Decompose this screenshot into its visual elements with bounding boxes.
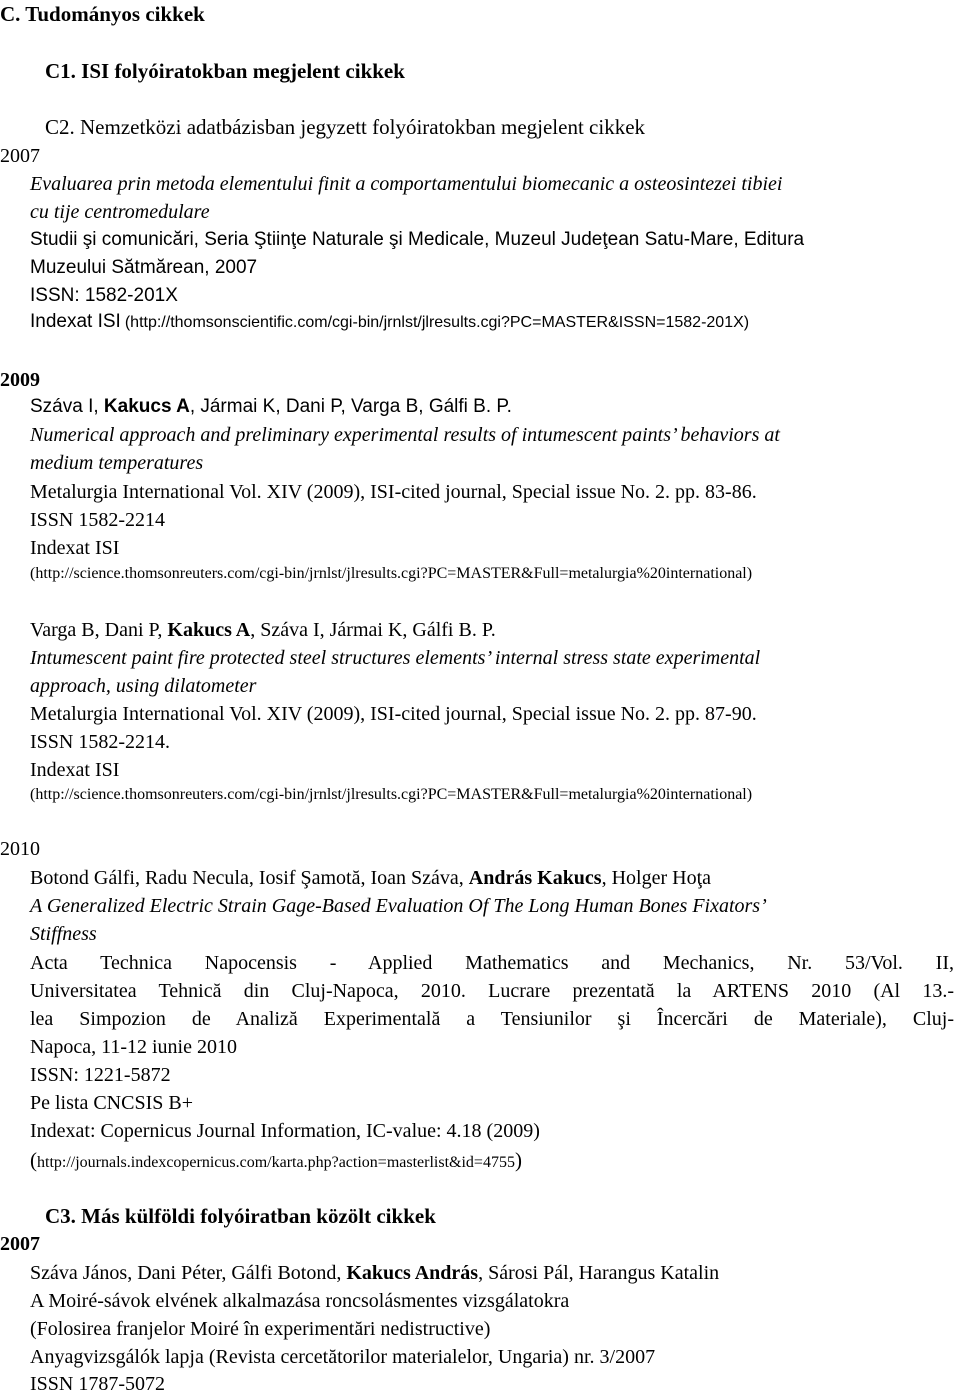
author-highlight: András Kakucs [468, 867, 602, 889]
index-link[interactable]: http://journals.indexcopernicus.com/karta.php?action=masterlist&id=4755 [37, 1154, 515, 1171]
entry-publication: Universitatea Tehnică din Cluj-Napoca, 2010. Lucrare prezentată la ARTENS 2010 (Al 13.- [30, 980, 954, 1002]
entry-journal: Metalurgia International Vol. XIV (2009), ISI-cited journal, Special issue No. 2. pp. 83-86. [30, 481, 757, 503]
entry-issn: ISSN: 1221-5872 [30, 1064, 171, 1086]
subsection-c1-heading: C1. ISI folyóiratokban megjelent cikkek [45, 59, 405, 83]
entry-title: approach, using dilatometer [30, 675, 257, 697]
entry-title: Stiffness [30, 923, 97, 945]
entry-authors: Száva I, Kakucs A, Jármai K, Dani P, Varga B, Gálfi B. P. [30, 396, 512, 417]
author-highlight: Kakucs A [167, 619, 251, 641]
entry-issn: ISSN 1582-2214 [30, 509, 166, 531]
entry-publication: Muzeului Sătmărean, 2007 [30, 257, 258, 278]
entry-issn: ISSN: 1582-201X [30, 285, 178, 306]
index-link[interactable]: (http://science.thomsonreuters.com/cgi-bin/jrnlst/jlresults.cgi?PC=MASTER&Full=metalurgia%20international) [30, 786, 753, 803]
entry-publication: Studii şi comunicări, Seria Ştiinţe Naturale şi Medicale, Muzeul Judeţean Satu-Mare, Editura [30, 229, 805, 250]
entry-subtitle: (Folosirea franjelor Moiré în experimentări nedistructive) [30, 1318, 491, 1340]
index-label: Indexat ISI [30, 537, 120, 559]
subsection-c3-heading: C3. Más külföldi folyóiratban közölt cikkek [45, 1204, 436, 1228]
author-highlight: Kakucs A [103, 396, 190, 417]
index-label: Indexat ISI [30, 759, 120, 781]
entry-title: Intumescent paint fire protected steel structures elements’ internal stress state experimental [30, 647, 761, 669]
entry-journal: Anyagvizsgálók lapja (Revista cercetătorilor materialelor, Ungaria) nr. 3/2007 [30, 1346, 656, 1368]
entry-list: Pe lista CNCSIS B+ [30, 1092, 193, 1114]
entry-issn: ISSN 1582-2214. [30, 731, 171, 753]
subsection-c2-heading: C2. Nemzetközi adatbázisban jegyzett folyóiratokban megjelent cikkek [45, 115, 646, 139]
entry-journal: Metalurgia International Vol. XIV (2009), ISI-cited journal, Special issue No. 2. pp. 87-90. [30, 703, 757, 725]
entry-issn: ISSN 1787-5072 [30, 1373, 166, 1395]
entry-title: cu tije centromedulare [30, 201, 210, 223]
index-label: Indexat ISI [30, 311, 121, 332]
entry-title: medium temperatures [30, 452, 204, 474]
entry-authors: Varga B, Dani P, Kakucs A, Száva I, Jármai K, Gálfi B. P. [30, 619, 496, 641]
author-highlight: Kakucs András [346, 1262, 479, 1284]
entry-publication: Napoca, 11-12 iunie 2010 [30, 1036, 237, 1058]
entry-title: A Moiré-sávok elvének alkalmazása roncsolásmentes vizsgálatokra [30, 1290, 570, 1312]
entry-authors: Száva János, Dani Péter, Gálfi Botond, Kakucs András, Sárosi Pál, Harangus Katalin [30, 1262, 720, 1284]
index-link[interactable]: (http://science.thomsonreuters.com/cgi-bin/jrnlst/jlresults.cgi?PC=MASTER&Full=metalurgia%20international) [30, 565, 753, 582]
entry-index-link-line: (http://journals.indexcopernicus.com/karta.php?action=masterlist&id=4755) [30, 1148, 522, 1172]
entry-title: Evaluarea prin metoda elementului finit a comportamentului biomecanic a osteosintezei tibiei [30, 173, 783, 195]
year-label: 2007 [0, 145, 40, 167]
section-heading: C. Tudományos cikkek [0, 2, 205, 26]
entry-title: Numerical approach and preliminary experimental results of intumescent paints’ behaviors at [30, 424, 780, 446]
entry-publication: lea Simpozion de Analiză Experimentală a Tensiunilor şi Încercări de Materiale), Cluj- [30, 1008, 954, 1030]
entry-publication: Acta Technica Napocensis - Applied Mathematics and Mechanics, Nr. 53/Vol. II, [30, 952, 954, 974]
entry-index: Indexat: Copernicus Journal Information, IC-value: 4.18 (2009) [30, 1120, 540, 1142]
entry-authors: Botond Gálfi, Radu Necula, Iosif Şamotă, Ioan Száva, András Kakucs, Holger Hoţa [30, 867, 712, 889]
entry-title: A Generalized Electric Strain Gage-Based Evaluation Of The Long Human Bones Fixators’ [30, 895, 767, 917]
year-label: 2009 [0, 369, 40, 391]
year-label: 2010 [0, 838, 40, 860]
index-link[interactable]: (http://thomsonscientific.com/cgi-bin/jrnlst/jlresults.cgi?PC=MASTER&ISSN=1582-201X) [124, 314, 750, 331]
year-label: 2007 [0, 1233, 40, 1255]
entry-index [30, 312, 749, 331]
